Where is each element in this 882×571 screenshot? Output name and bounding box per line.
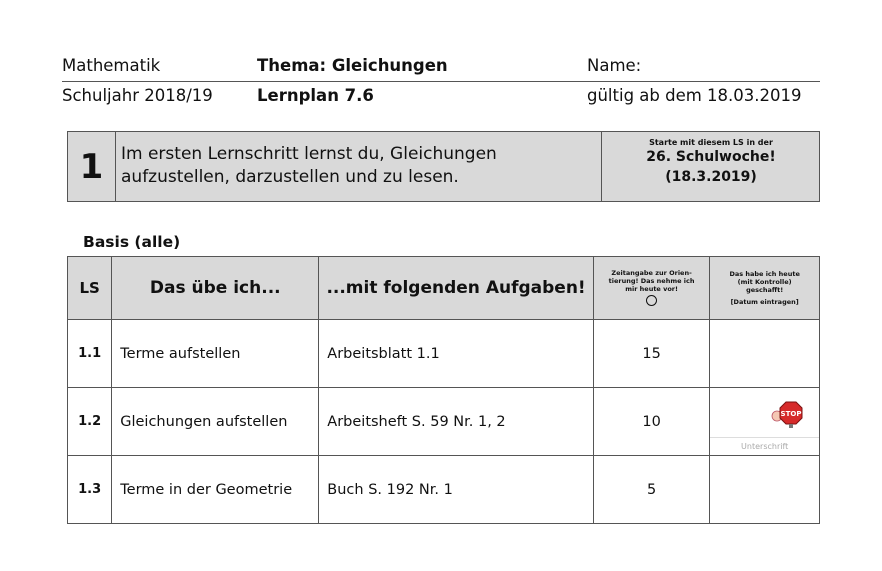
table-row <box>68 456 820 524</box>
header-tasks: ...mit folgenden Aufgaben! <box>319 257 594 320</box>
learning-step-number: 1 <box>68 132 116 201</box>
signature-label: Unterschrift <box>741 442 789 451</box>
table-header-row <box>68 257 820 320</box>
header-ls: LS <box>68 257 112 320</box>
start-week: 26. Schulwoche! <box>646 149 776 165</box>
row-ls: 1.3 <box>68 456 112 524</box>
row-practice: Terme in der Geometrie <box>112 456 319 524</box>
svg-text:STOP: STOP <box>780 410 802 418</box>
row-ls: 1.2 <box>68 388 112 456</box>
header-time-line1: Zeitangabe zur Orien- <box>611 268 692 277</box>
topic-label: Thema: Gleichungen <box>257 56 448 75</box>
table-row <box>68 320 820 388</box>
school-year-label: Schuljahr 2018/19 <box>62 86 213 105</box>
header-done-line4: [Datum eintragen] <box>730 298 799 306</box>
row-time: 10 <box>593 388 709 456</box>
row-ls: 1.1 <box>68 320 112 388</box>
subject-label: Mathematik <box>62 56 161 75</box>
row-done[interactable] <box>710 456 820 524</box>
signature-cell[interactable] <box>710 388 820 456</box>
row-practice: Terme aufstellen <box>112 320 319 388</box>
circle-icon <box>597 293 706 308</box>
header-done-line1: Das habe ich heute <box>729 270 800 278</box>
row-done[interactable] <box>710 320 820 388</box>
section-title: Basis (alle) <box>83 233 181 251</box>
plan-label: Lernplan 7.6 <box>257 86 374 105</box>
row-tasks: Arbeitsblatt 1.1 <box>319 320 594 388</box>
description-line-2: aufzustellen, darzustellen und zu lesen. <box>121 167 459 187</box>
header-done-line3: geschafft! <box>746 286 784 294</box>
description-line-1: Im ersten Lernschritt lernst du, Gleichungen <box>121 144 497 164</box>
row-tasks: Buch S. 192 Nr. 1 <box>319 456 594 524</box>
start-info-small: Starte mit diesem LS in der <box>649 138 773 147</box>
row-practice: Gleichungen aufstellen <box>112 388 319 456</box>
header-done <box>710 257 820 320</box>
name-label: Name: <box>587 56 642 75</box>
stop-sign-icon <box>769 398 809 428</box>
task-table <box>67 256 820 524</box>
learning-step-box <box>67 131 820 202</box>
learning-step-description <box>121 143 541 189</box>
header-time-line3: mir heute vor! <box>625 284 678 293</box>
row-tasks: Arbeitsheft S. 59 Nr. 1, 2 <box>319 388 594 456</box>
signature-line <box>710 437 819 438</box>
header-divider <box>62 81 820 82</box>
row-time: 5 <box>593 456 709 524</box>
start-date: (18.3.2019) <box>665 169 757 185</box>
row-time: 15 <box>593 320 709 388</box>
table-row <box>68 388 820 456</box>
header-time-line2: tierung! Das nehme ich <box>608 276 695 285</box>
header-time <box>593 257 709 320</box>
header-practice: Das übe ich... <box>112 257 319 320</box>
valid-from-label: gültig ab dem 18.03.2019 <box>587 86 802 105</box>
start-info <box>601 132 820 201</box>
header-done-line2: (mit Kontrolle) <box>737 278 792 286</box>
